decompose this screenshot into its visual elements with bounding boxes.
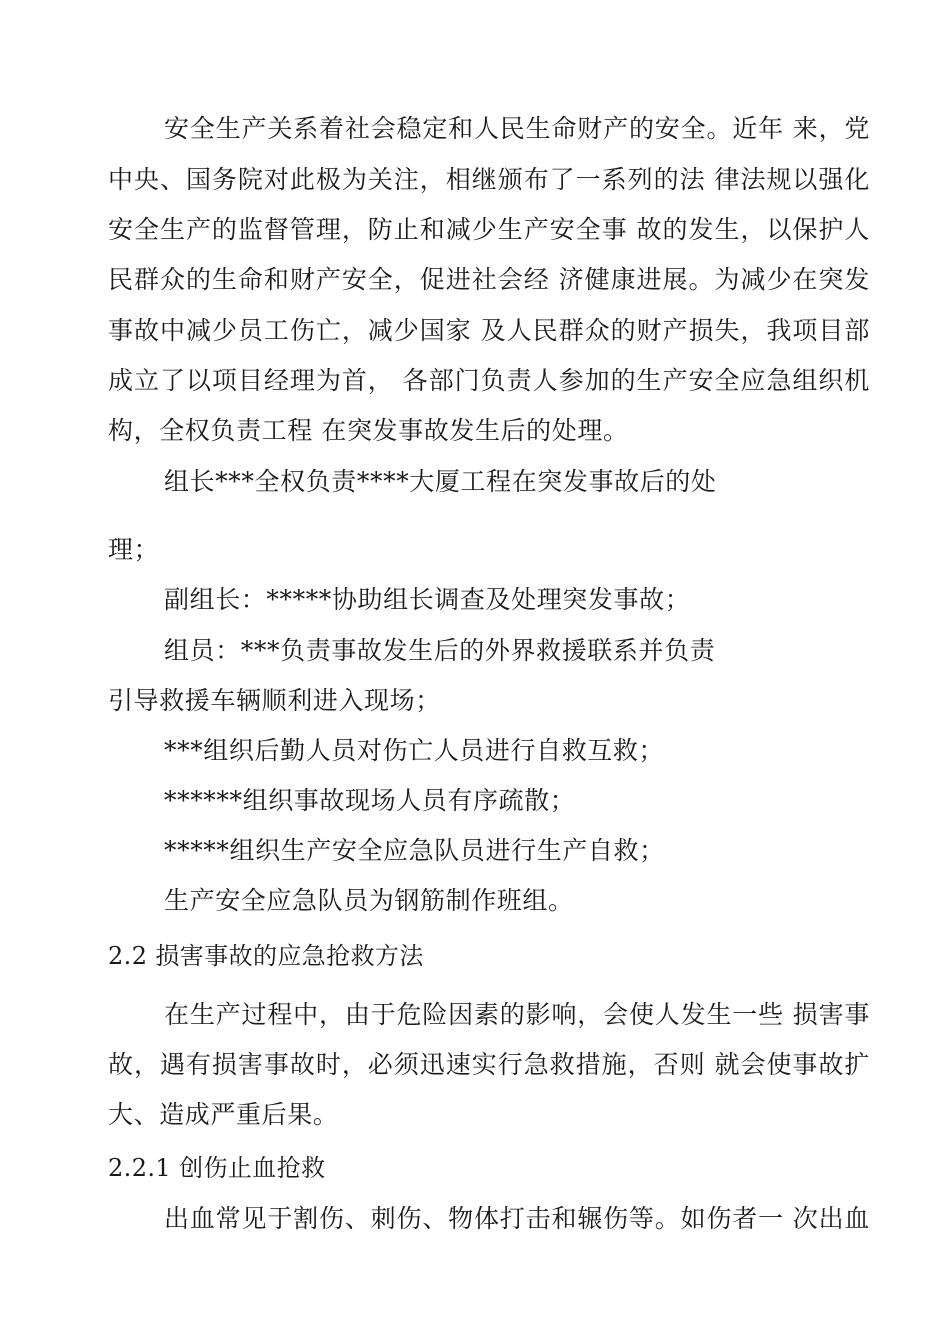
org-line: 引导救援车辆顺利进入现场； [108,686,441,715]
org-line: 理； [108,535,160,564]
org-line: 组长***全权负责****大厦工程在突发事故后的处 [164,467,717,496]
paragraph-line: 事故中减少员工伤亡，减少国家 及人民群众的财产损失，我项目部 [108,316,870,345]
subsection-heading: 2.2.1 创伤止血抢救 [108,1154,326,1182]
section-heading: 2.2 损害事故的应急抢救方法 [108,942,424,970]
paragraph-line: 故，遇有损害事故时，必须迅速实行急救措施，否则 就会使事故扩 [108,1050,870,1079]
paragraph-line: 民群众的生命和财产安全，促进社会经 济健康进展。为减少在突发 [108,265,870,294]
paragraph-line: 构，全权负责工程 在突发事故发生后的处理。 [108,416,629,445]
org-line: *****组织生产安全应急队员进行生产自救； [164,836,665,865]
org-line: 副组长：*****协助组长调查及处理突发事故； [164,585,691,614]
paragraph-line: 大、造成严重后果。 [108,1100,339,1129]
paragraph-line: 安全生产关系着社会稳定和人民生命财产的安全。近年 来，党 [164,114,870,143]
paragraph-line: 成立了以项目经理为首， 各部门负责人参加的生产安全应急组织机 [108,366,870,395]
org-line: ***组织后勤人员对伤亡人员进行自救互救； [164,736,665,765]
paragraph-line: 中央、国务院对此极为关注，相继颁布了一系列的法 律法规以强化 [108,165,870,194]
org-line: ******组织事故现场人员有序疏散； [164,786,576,815]
org-line: 组员：***负责事故发生后的外界救援联系并负责 [164,636,716,665]
paragraph-line: 出血常见于割伤、刺伤、物体打击和辗伤等。如伤者一 次出血 [164,1204,870,1233]
org-line: 生产安全应急队员为钢筋制作班组。 [164,886,574,915]
paragraph-line: 在生产过程中，由于危险因素的影响，会使人发生一些 损害事 [164,1000,870,1029]
paragraph-line: 安全生产的监督管理，防止和减少生产安全事 故的发生，以保护人 [108,215,870,244]
